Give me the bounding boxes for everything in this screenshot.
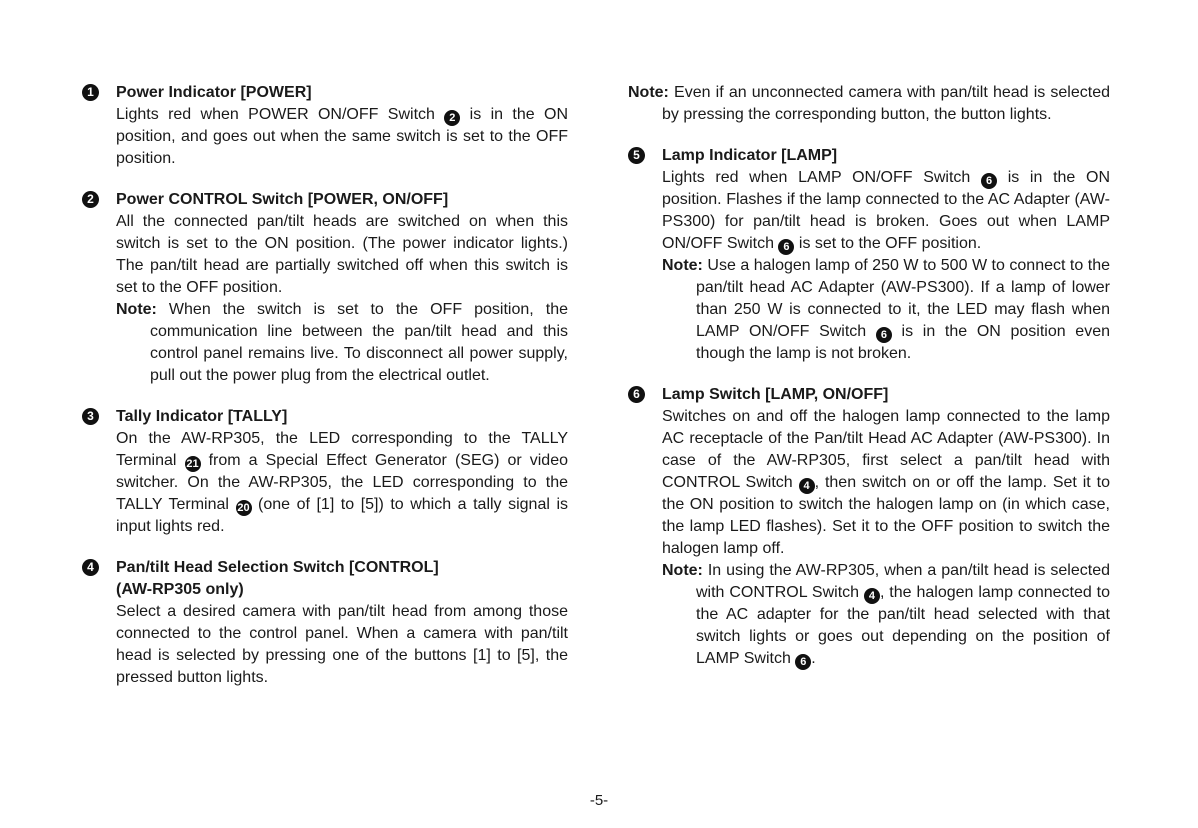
circled-number-ref-icon: 4 <box>864 588 880 604</box>
note-text <box>662 84 1110 123</box>
heading-line: Lamp Switch [LAMP, ON/OFF] <box>662 386 889 403</box>
item-body <box>116 211 568 299</box>
text-run: Switches on and off the halogen lamp connected to the lamp AC receptacle of the Pan/tilt Head AC Adapter (AW-PS300). In case of the AW-RP305, first select a pan/tilt head with CONTROL Switch <box>662 408 1110 491</box>
item-number-icon: 2 <box>82 191 99 208</box>
text-run: Lights red when POWER ON/OFF Switch <box>116 106 445 123</box>
text-run: (one of [1] to [5]) to which a tally signal is input lights red. <box>116 496 568 535</box>
item-body <box>116 104 568 170</box>
item-number-icon: 5 <box>628 147 645 164</box>
item-note <box>116 299 568 387</box>
item-number-icon: 6 <box>628 386 645 403</box>
item-number-icon: 1 <box>82 84 99 101</box>
item-number-icon: 4 <box>82 559 99 576</box>
text-run: All the connected pan/tilt heads are switched on when this switch is set to the ON position. (The power indicator lights.) The pan/tilt head are partially switched off when this switch is set to the OFF position. <box>116 213 568 296</box>
top-note <box>628 82 1110 126</box>
item-body <box>662 167 1110 255</box>
text-run: is set to the OFF position. <box>794 235 982 252</box>
text-run: On the AW-RP305, the LED corresponding to the TALLY Terminal <box>116 430 568 469</box>
text-run: Select a desired camera with pan/tilt head from among those connected to the control panel. When a camera with pan/tilt head is selected by pressing one of the buttons [1] to [5], the pressed button lights. <box>116 603 568 686</box>
item-note <box>662 560 1110 670</box>
item-section <box>82 82 568 170</box>
item-note <box>662 255 1110 365</box>
circled-number-ref-icon: 6 <box>981 173 997 189</box>
text-run: is in the ON position. Flashes if the lamp connected to the AC Adapter (AW-PS300) for pan/tilt head is broken. Goes out when LAMP ON/OFF Switch <box>662 169 1110 252</box>
item-body <box>662 406 1110 560</box>
heading-text <box>116 406 287 428</box>
heading-line: Lamp Indicator [LAMP] <box>662 147 838 164</box>
item-section <box>628 384 1110 670</box>
text-run: Lights red when LAMP ON/OFF Switch <box>662 169 982 186</box>
item-section <box>628 145 1110 365</box>
heading-text <box>116 189 448 211</box>
left-column <box>82 82 568 708</box>
text-run: , the halogen lamp connected to the AC adapter for the pan/tilt head selected with that switch lights or goes out depending on the position of LAMP Switch <box>696 584 1111 667</box>
circled-number-ref-icon: 2 <box>444 110 460 126</box>
text-run: In using the AW-RP305, when a pan/tilt head is selected with CONTROL Switch <box>696 562 1110 601</box>
heading-text <box>662 145 837 167</box>
text-run: Use a halogen lamp of 250 W to 500 W to connect to the pan/tilt head AC Adapter (AW-PS300). If a lamp of lower than 250 W is connected to it, the LED may flash when LAMP ON/OFF Switch <box>696 257 1111 340</box>
circled-number-ref-icon: 6 <box>795 654 811 670</box>
text-run: from a Special Effect Generator (SEG) or video switcher. On the AW-RP305, the LED corresponding to the TALLY Terminal <box>116 452 569 513</box>
item-heading <box>628 384 1110 406</box>
text-run: , then switch on or off the lamp. Set it to the ON position to switch the halogen lamp on (in which case, the lamp LED flashes). Set it to the OFF position to switch the halogen lamp off. <box>662 474 1110 557</box>
heading-line: Power CONTROL Switch [POWER, ON/OFF] <box>116 191 449 208</box>
item-heading <box>82 557 568 601</box>
text-run: When the switch is set to the OFF position, the communication line between the pan/tilt head and this control panel remains live. To disconnect all power supply, pull out the power plug from the electrical outlet. <box>150 301 568 384</box>
right-column <box>628 82 1110 689</box>
circled-number-ref-icon: 21 <box>186 458 199 470</box>
item-heading <box>628 145 1110 167</box>
heading-text <box>116 82 312 104</box>
heading-line: Pan/tilt Head Selection Switch [CONTROL] <box>116 559 439 576</box>
page-number: -5- <box>589 792 609 809</box>
item-section <box>82 189 568 387</box>
item-number-icon: 3 <box>82 408 99 425</box>
note-label: Note: <box>662 257 703 274</box>
heading-line: Power Indicator [POWER] <box>116 84 312 101</box>
heading-text <box>116 557 439 601</box>
note-label: Note: <box>662 562 703 579</box>
note-label: Note: <box>116 301 157 318</box>
text-run: Even if an unconnected camera with pan/tilt head is selected by pressing the corresponding button, the button lights. <box>662 84 1110 123</box>
item-section <box>82 406 568 538</box>
text-run: is in the ON position, and goes out when the same switch is set to the OFF position. <box>116 106 568 167</box>
heading-line: Tally Indicator [TALLY] <box>116 408 288 425</box>
item-heading <box>82 189 568 211</box>
note-label: Note: <box>628 84 669 101</box>
item-body <box>116 428 568 538</box>
circled-number-ref-icon: 20 <box>237 502 250 514</box>
item-section <box>82 557 568 689</box>
circled-number-ref-icon: 6 <box>876 327 892 343</box>
heading-line: (AW-RP305 only) <box>116 581 244 598</box>
heading-text <box>662 384 888 406</box>
item-heading <box>82 82 568 104</box>
text-run: . <box>811 650 816 667</box>
item-heading <box>82 406 568 428</box>
item-body <box>116 601 568 689</box>
text-run: is in the ON position even though the lamp is not broken. <box>696 323 1111 362</box>
circled-number-ref-icon: 4 <box>799 478 815 494</box>
circled-number-ref-icon: 6 <box>778 239 794 255</box>
